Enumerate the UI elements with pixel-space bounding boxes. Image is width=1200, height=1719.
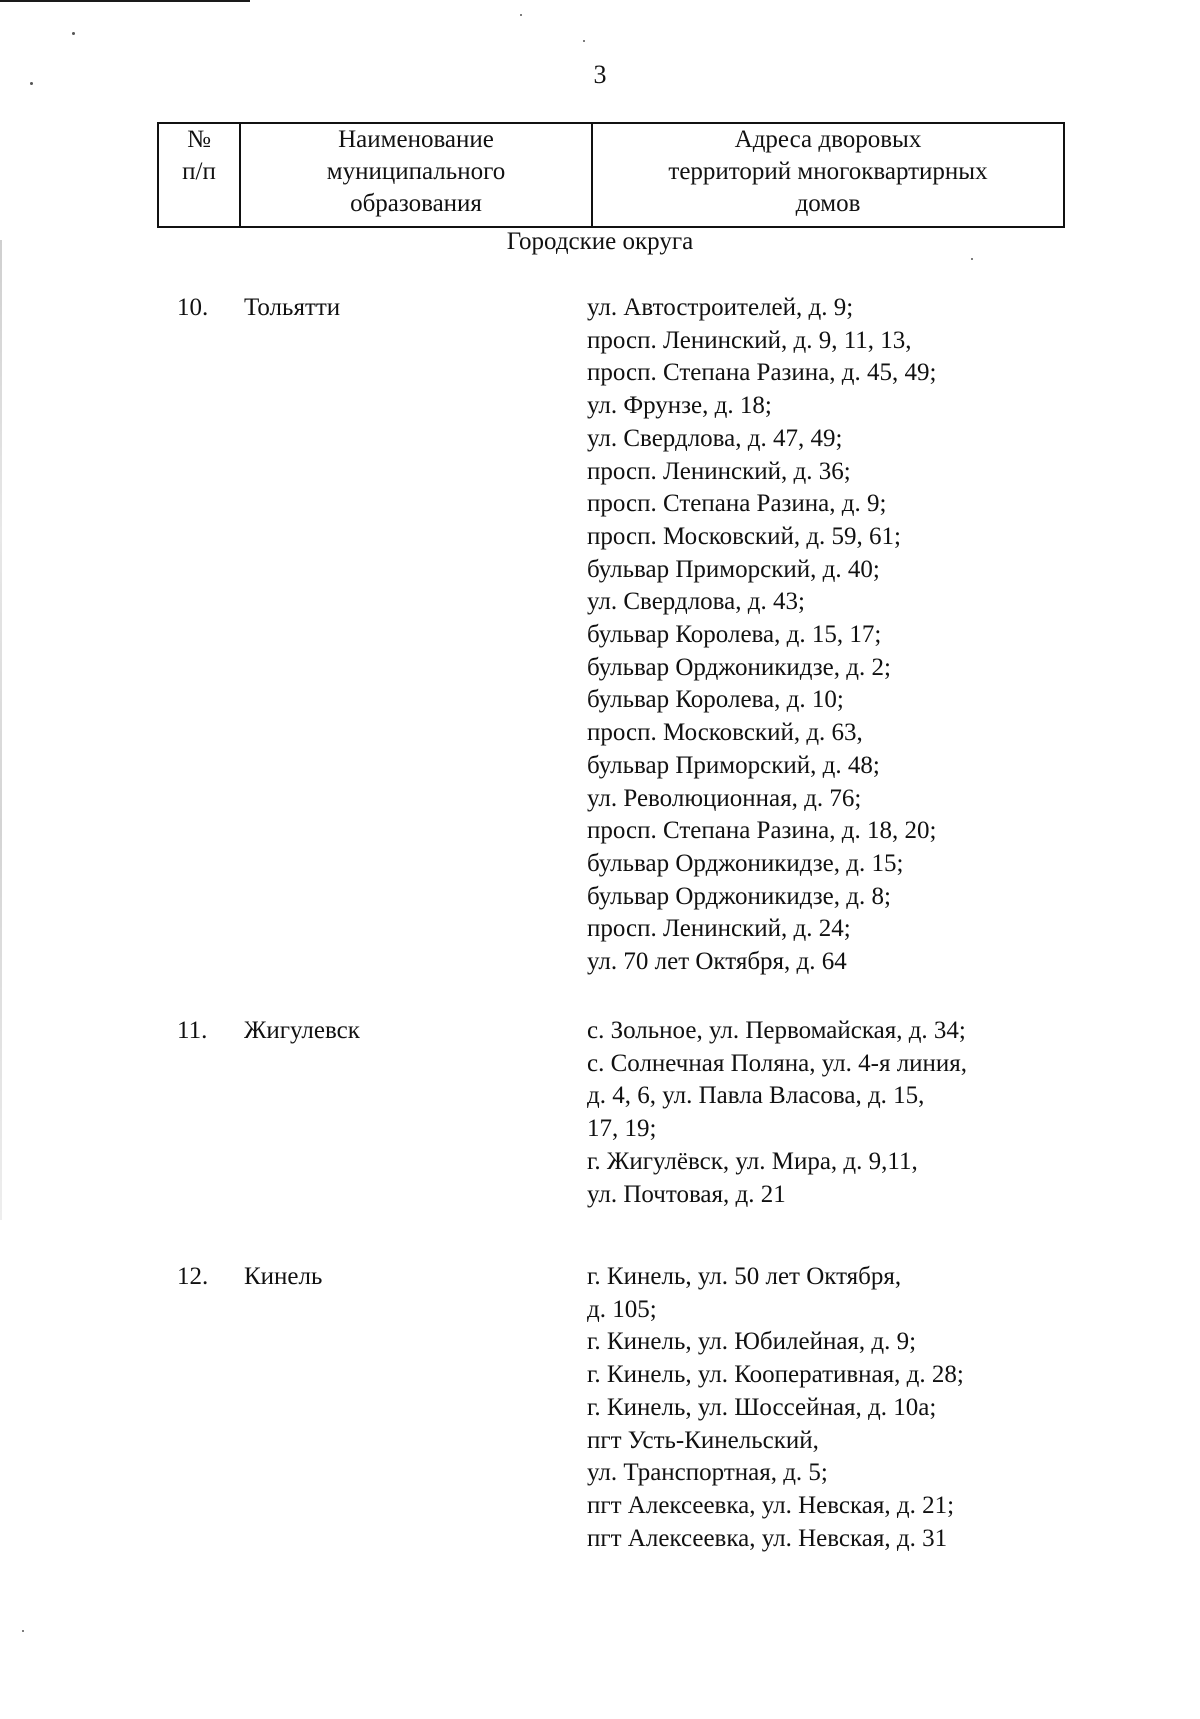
address-line: ул. Фрунзе, д. 18; (587, 392, 772, 420)
header-col-number: № п/п (158, 123, 240, 227)
address-line: ул. Свердлова, д. 43; (587, 588, 805, 616)
address-line: с. Зольное, ул. Первомайская, д. 34; (587, 1017, 966, 1044)
address-line: бульвар Орджоникидзе, д. 15; (587, 849, 904, 877)
scan-speck (520, 14, 522, 16)
entry-address-list (587, 292, 1047, 979)
address-line: г. Жигулёвск, ул. Мира, д. 9,11, (587, 1147, 918, 1175)
address-line: ул. Свердлова, д. 47, 49; (587, 424, 843, 452)
entry-municipality-name: Тольятти (244, 294, 341, 321)
address-line: пгт Усть-Кинельский, (587, 1426, 819, 1454)
address-line: пгт Алексеевка, ул. Невская, д. 21; (587, 1491, 955, 1519)
address-line: д. 105; (587, 1295, 657, 1323)
address-line: ул. 70 лет Октября, д. 64 (587, 948, 847, 976)
entry-municipality-name: Кинель (244, 1263, 323, 1290)
address-line: просп. Степана Разина, д. 9; (587, 490, 887, 518)
entry-address-list (587, 1261, 1047, 1555)
address-line: д. 4, 6, ул. Павла Власова, д. 15, (587, 1082, 925, 1110)
entry-number: 12. (177, 1263, 209, 1290)
address-line: просп. Степана Разина, д. 18, 20; (587, 817, 937, 845)
address-line: бульвар Орджоникидзе, д. 8; (587, 882, 891, 910)
entry-number: 11. (177, 1017, 208, 1044)
address-line: г. Кинель, ул. 50 лет Октября, (587, 1263, 902, 1290)
scan-speck (583, 40, 585, 42)
header-col-municipality: Наименование муниципального образования (240, 123, 592, 227)
address-line: просп. Ленинский, д. 36; (587, 457, 851, 485)
entry-municipality-name: Жигулевск (244, 1017, 360, 1044)
address-line: 17, 19; (587, 1115, 657, 1143)
address-line: бульвар Королева, д. 15, 17; (587, 621, 882, 649)
scan-artifact-edge (0, 240, 2, 1220)
scan-artifact-line (0, 0, 250, 2)
address-line: пгт Алексеевка, ул. Невская, д. 31 (587, 1524, 948, 1552)
page-number: 3 (593, 60, 607, 89)
entry-address-list (587, 1015, 1047, 1211)
address-line: бульвар Приморский, д. 40; (587, 555, 880, 583)
address-line: ул. Автостроителей, д. 9; (587, 294, 854, 321)
address-line: ул. Почтовая, д. 21 (587, 1180, 786, 1208)
address-line: ул. Транспортная, д. 5; (587, 1459, 828, 1487)
scan-speck (22, 1630, 24, 1632)
address-line: бульвар Королева, д. 10; (587, 686, 844, 714)
section-title: Городские округа (506, 228, 694, 255)
address-line: просп. Ленинский, д. 9, 11, 13, (587, 326, 912, 354)
scan-speck (72, 32, 75, 35)
address-line: г. Кинель, ул. Кооперативная, д. 28; (587, 1361, 964, 1389)
header-col-addresses: Адреса дворовых территорий многоквартирных домов (592, 123, 1064, 227)
address-line: ул. Революционная, д. 76; (587, 784, 862, 812)
address-line: г. Кинель, ул. Юбилейная, д. 9; (587, 1328, 917, 1356)
address-line: просп. Степана Разина, д. 45, 49; (587, 359, 937, 387)
address-line: бульвар Приморский, д. 48; (587, 751, 880, 779)
scan-speck (971, 258, 973, 260)
header-table (157, 122, 1065, 228)
address-line: просп. Московский, д. 59, 61; (587, 522, 902, 550)
address-line: с. Солнечная Поляна, ул. 4-я линия, (587, 1049, 968, 1077)
address-line: бульвар Орджоникидзе, д. 2; (587, 653, 891, 681)
address-line: просп. Ленинский, д. 24; (587, 915, 851, 943)
entry-number: 10. (177, 294, 209, 321)
address-line: просп. Московский, д. 63, (587, 719, 863, 747)
address-line: г. Кинель, ул. Шоссейная, д. 10а; (587, 1393, 937, 1421)
header-row (158, 123, 1064, 227)
